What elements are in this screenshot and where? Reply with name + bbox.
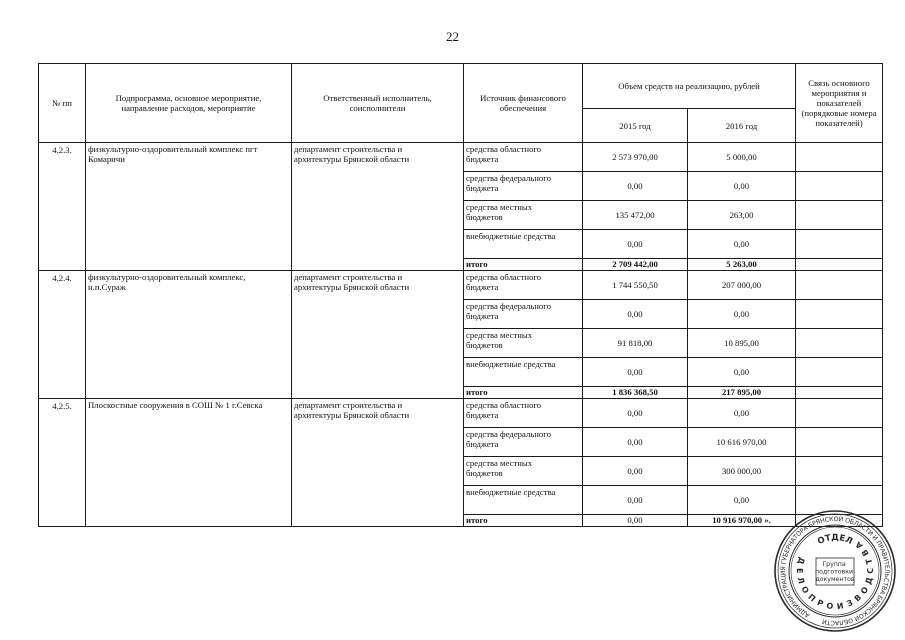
cell-indicator-link: [796, 172, 883, 201]
cell-item-number: 4.2.4.: [39, 271, 86, 399]
cell-item-name: Плоскостные сооружения в СОШ № 1 г.Севска: [86, 399, 292, 527]
cell-value-2015: 0,00: [583, 300, 688, 329]
cell-value-2016: 0,00: [688, 300, 796, 329]
cell-indicator-link: [796, 329, 883, 358]
cell-value-2016: 217 895,00: [688, 387, 796, 399]
cell-value-2015: 0,00: [583, 399, 688, 428]
cell-funding-source: средства областного бюджета: [464, 143, 583, 172]
cell-value-2016: 263,00: [688, 201, 796, 230]
cell-executor: департамент строительства и архитектуры Брянской области: [292, 399, 464, 527]
cell-value-2016: 0,00: [688, 172, 796, 201]
stamp-outer-text: АДМИНИСТРАЦИЯ ГУБЕРНАТОРА БРЯНСКОЙ ОБЛАСТИ И ПРАВИТЕЛЬСТВА БРЯНСКОЙ ОБЛАСТИ: [779, 515, 891, 627]
cell-indicator-link: [796, 300, 883, 329]
cell-funding-source: средства местных бюджетов: [464, 201, 583, 230]
cell-item-number: 4.2.5.: [39, 399, 86, 527]
cell-indicator-link: [796, 387, 883, 399]
cell-funding-source: итого: [464, 259, 583, 271]
table-header: [39, 64, 883, 143]
cell-value-2016: 10 616 970,00: [688, 428, 796, 457]
stamp-center-line: подготовки: [815, 568, 853, 576]
cell-funding-source: итого: [464, 387, 583, 399]
cell-value-2016: 5 263,00: [688, 259, 796, 271]
cell-value-2015: 2 709 442,00: [583, 259, 688, 271]
cell-funding-source: средства федерального бюджета: [464, 300, 583, 329]
cell-indicator-link: [796, 428, 883, 457]
cell-indicator-link: [796, 271, 883, 300]
cell-value-2015: 2 573 970,00: [583, 143, 688, 172]
header-year-2016: 2016 год: [688, 109, 796, 143]
cell-value-2016: 207 000,00: [688, 271, 796, 300]
header-link: Связь основного мероприятия и показателей (порядковые номера показателей): [796, 64, 883, 143]
cell-value-2015: 0,00: [583, 172, 688, 201]
header-volume: Объем средств на реализацию, рублей: [583, 64, 796, 109]
cell-funding-source: внебюджетные средства: [464, 230, 583, 259]
cell-indicator-link: [796, 457, 883, 486]
cell-value-2015: 91 818,00: [583, 329, 688, 358]
cell-funding-source: средства областного бюджета: [464, 399, 583, 428]
cell-value-2015: 0,00: [583, 486, 688, 515]
cell-indicator-link: [796, 201, 883, 230]
cell-funding-source: средства федерального бюджета: [464, 428, 583, 457]
cell-value-2016: 0,00: [688, 230, 796, 259]
cell-value-2015: 135 472,00: [583, 201, 688, 230]
table-row: [39, 143, 883, 172]
cell-executor: департамент строительства и архитектуры Брянской области: [292, 271, 464, 399]
header-source: Источник финансового обеспечения: [464, 64, 583, 143]
cell-funding-source: средства федерального бюджета: [464, 172, 583, 201]
office-stamp: [773, 508, 897, 634]
budget-table: [38, 63, 883, 527]
header-year-2015: 2015 год: [583, 109, 688, 143]
cell-value-2015: 0,00: [583, 358, 688, 387]
header-row: [39, 64, 883, 109]
cell-funding-source: средства местных бюджетов: [464, 457, 583, 486]
cell-indicator-link: [796, 259, 883, 271]
cell-value-2016: 10 916 970,00 ».: [688, 515, 796, 527]
cell-value-2016: 0,00: [688, 358, 796, 387]
cell-executor: департамент строительства и архитектуры Брянской области: [292, 143, 464, 271]
cell-funding-source: внебюджетные средства: [464, 486, 583, 515]
cell-value-2015: 0,00: [583, 515, 688, 527]
cell-item-number: 4.2.3.: [39, 143, 86, 271]
stamp-inner-bottom-text: ДЕЛОПРОИЗВОДСТВА: [794, 539, 876, 612]
cell-value-2016: 0,00: [688, 399, 796, 428]
cell-value-2016: 5 000,00: [688, 143, 796, 172]
cell-funding-source: средства областного бюджета: [464, 271, 583, 300]
cell-indicator-link: [796, 358, 883, 387]
header-executor: Ответственный исполнитель, соисполнители: [292, 64, 464, 143]
stamp-center-line: документов: [815, 576, 855, 583]
cell-funding-source: внебюджетные средства: [464, 358, 583, 387]
stamp-center-line: Группа: [822, 561, 846, 568]
cell-funding-source: итого: [464, 515, 583, 527]
cell-value-2015: 0,00: [583, 428, 688, 457]
cell-funding-source: средства местных бюджетов: [464, 329, 583, 358]
cell-value-2015: 1 836 368,50: [583, 387, 688, 399]
table-row: [39, 399, 883, 428]
cell-value-2015: 0,00: [583, 457, 688, 486]
cell-item-name: физкультурно-оздоровительный комплекс пгт Комаричи: [86, 143, 292, 271]
cell-item-name: физкультурно-оздоровительный комплекс, н.п.Сураж: [86, 271, 292, 399]
cell-value-2015: 0,00: [583, 230, 688, 259]
header-number: № пп: [39, 64, 86, 143]
page-number: 22: [446, 29, 459, 44]
table-body: [39, 143, 883, 527]
cell-indicator-link: [796, 399, 883, 428]
cell-indicator-link: [796, 230, 883, 259]
cell-indicator-link: [796, 143, 883, 172]
table-row: [39, 271, 883, 300]
stamp-inner-top-text: ОТДЕЛ: [816, 532, 854, 547]
cell-value-2016: 300 000,00: [688, 457, 796, 486]
header-program: Подпрограмма, основное мероприятие, направление расходов, мероприятие: [86, 64, 292, 143]
cell-value-2015: 1 744 550,50: [583, 271, 688, 300]
cell-value-2016: 0,00: [688, 486, 796, 515]
cell-value-2016: 10 895,00: [688, 329, 796, 358]
